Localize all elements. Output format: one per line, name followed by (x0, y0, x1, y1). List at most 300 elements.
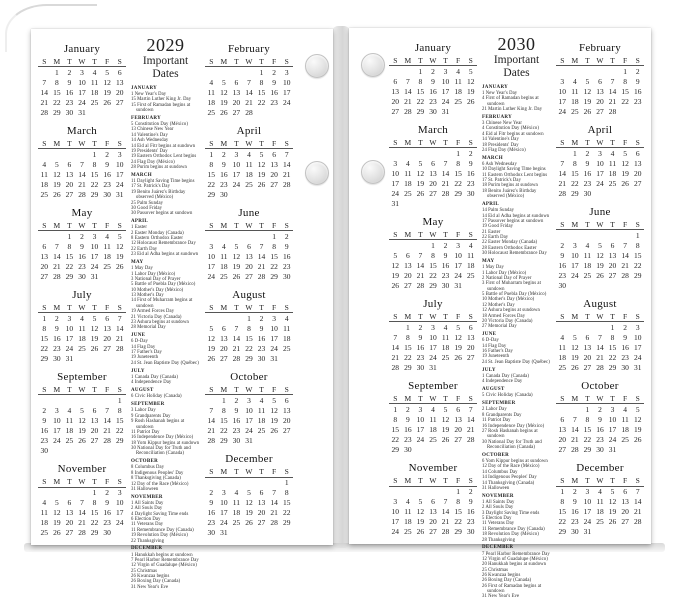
day-cell: 23 (53, 343, 61, 353)
month-name: May (422, 216, 444, 229)
day-cell: 15 (583, 424, 592, 434)
day-cell: 10 (245, 405, 253, 415)
punch-hole (305, 161, 329, 185)
day-cell: 1 (585, 404, 590, 414)
day-cell: 27 (454, 434, 462, 444)
day-cell: 13 (65, 169, 74, 179)
weekday-header: S (389, 393, 402, 404)
important-date-item: 12 Day of the Race (México) (482, 464, 540, 470)
important-date-item: 26 Kwanzaa begins (482, 573, 521, 579)
day-cell: 28 (633, 517, 642, 527)
day-cell: 19 (232, 261, 241, 271)
important-date-item: 12 Day of the Race (México) (131, 481, 189, 487)
day-cell: 6 (92, 405, 97, 415)
week-row (389, 424, 477, 434)
day-cell: 29 (90, 528, 99, 538)
day-cell (218, 477, 231, 488)
week-row (205, 333, 293, 343)
day-cell: 28 (466, 434, 475, 444)
day-cell: 18 (454, 86, 462, 96)
week-row (38, 487, 126, 498)
weekday-header: T (439, 311, 452, 322)
important-date-item: 14 Flag Day (482, 343, 507, 349)
day-cell: 21 (404, 96, 412, 106)
day-cell: 24 (232, 179, 241, 189)
important-month-heading: MARCH (131, 172, 152, 178)
week-row (205, 97, 293, 107)
day-cell (205, 231, 218, 242)
day-cell: 5 (272, 395, 276, 405)
day-cell: 4 (456, 66, 460, 76)
weekday-header: F (268, 138, 281, 149)
day-cell: 8 (560, 497, 565, 507)
day-cell: 7 (80, 159, 84, 169)
day-cell: 24 (245, 425, 253, 435)
weekday-header: F (268, 56, 281, 67)
day-cell: 31 (429, 362, 437, 372)
day-cell: 2 (105, 488, 109, 498)
week-row (38, 87, 126, 97)
day-cell: 21 (416, 270, 425, 280)
day-cell: 30 (583, 188, 592, 198)
day-cell (243, 67, 256, 78)
important-date-item: 3 Labor Day (131, 408, 156, 414)
day-cell: 19 (596, 260, 604, 270)
months-column-right (205, 36, 293, 545)
day-cell: 14 (391, 342, 400, 352)
day-cell: 27 (429, 188, 437, 198)
important-date-item: 31 Halloween (482, 485, 510, 491)
day-cell (51, 149, 64, 160)
week-row (38, 241, 126, 251)
important-date-item: 14 First of Muharram begins at sundown (131, 298, 193, 309)
day-cell (439, 486, 452, 497)
important-date-item: 14 Thanksgiving (Canada) (482, 480, 535, 486)
day-cell: 18 (404, 178, 412, 188)
important-date-item: 1 Canada Day (Canada) (482, 373, 530, 379)
day-cell (606, 280, 619, 290)
day-cell: 16 (621, 342, 629, 352)
day-cell (230, 528, 243, 538)
weekday-header: T (63, 220, 76, 231)
weekday-header: F (619, 55, 632, 66)
day-cell: 7 (234, 323, 239, 333)
day-cell: 8 (405, 332, 410, 342)
month-grid (556, 311, 644, 372)
important-date-item: 8 Eastern Orthodox Easter (131, 236, 184, 242)
important-month-heading: SEPTEMBER (482, 401, 516, 407)
day-cell: 15 (429, 260, 437, 270)
week-row (205, 67, 293, 78)
day-cell: 6 (456, 404, 460, 414)
day-cell: 10 (270, 323, 278, 333)
important-date-item: 14 Ash Wednesday (131, 138, 169, 144)
day-cell: 16 (40, 425, 49, 435)
day-cell: 16 (270, 87, 278, 97)
weekday-header: S (280, 56, 293, 67)
day-cell: 20 (40, 261, 49, 271)
important-date-item: 28 Eastern Orthodox Easter (482, 245, 537, 251)
day-cell: 19 (466, 86, 475, 96)
week-row (556, 527, 644, 537)
weekday-header: T (581, 219, 594, 230)
day-cell: 2 (598, 404, 602, 414)
day-cell: 14 (103, 415, 111, 425)
important-month-heading: MARCH (482, 155, 503, 161)
day-cell: 23 (466, 517, 475, 527)
weekday-header: T (606, 55, 619, 66)
day-cell: 24 (65, 343, 74, 353)
important-date-item: 18 Presidents' Day (482, 142, 519, 148)
day-cell (51, 395, 64, 406)
important-date-item: 16 Independence Day (México) (131, 435, 194, 441)
week-row (556, 404, 644, 415)
day-cell: 14 (596, 342, 604, 352)
day-cell: 12 (416, 168, 425, 178)
day-cell: 6 (67, 498, 72, 508)
day-cell: 29 (404, 362, 412, 372)
day-cell: 5 (209, 323, 214, 333)
day-cell: 28 (441, 527, 450, 537)
week-row (38, 405, 126, 415)
day-cell: 9 (54, 323, 59, 333)
important-date-item: 27 Rosh Hashanah begins at sundown (482, 428, 538, 440)
day-cell: 4 (92, 67, 97, 77)
day-cell: 25 (404, 527, 412, 537)
day-cell: 10 (571, 250, 579, 260)
day-cell: 20 (65, 179, 74, 189)
day-cell (243, 477, 256, 488)
weekday-header: S (631, 55, 644, 66)
day-cell: 8 (209, 159, 214, 169)
week-row (389, 517, 477, 527)
day-cell (414, 148, 427, 159)
day-cell: 11 (40, 169, 48, 179)
weekday-header-row (205, 138, 293, 149)
day-cell: 21 (608, 96, 617, 106)
day-cell: 14 (40, 87, 49, 97)
day-cell: 4 (221, 241, 226, 251)
day-cell: 16 (466, 168, 475, 178)
day-cell: 2 (443, 240, 448, 250)
day-cell: 20 (103, 333, 111, 343)
day-cell: 24 (596, 178, 604, 188)
weekday-header: F (452, 137, 465, 148)
day-cell: 5 (247, 488, 251, 498)
week-row (38, 343, 126, 353)
month-name: July (72, 289, 92, 302)
day-cell: 17 (65, 333, 74, 343)
day-cell: 19 (621, 168, 629, 178)
day-cell: 6 (431, 497, 435, 507)
day-cell: 3 (585, 487, 590, 497)
day-cell: 22 (220, 425, 228, 435)
day-cell (464, 198, 477, 208)
day-cell: 9 (572, 497, 577, 507)
day-cell: 20 (270, 169, 278, 179)
day-cell: 21 (571, 434, 579, 444)
day-cell: 18 (103, 251, 111, 261)
day-cell (205, 67, 218, 78)
day-cell: 22 (282, 508, 291, 518)
weekday-header: M (51, 302, 64, 313)
day-cell: 30 (220, 189, 228, 199)
day-cell: 14 (608, 86, 617, 96)
day-cell: 8 (456, 497, 460, 507)
day-cell (255, 107, 268, 117)
day-cell: 23 (596, 434, 604, 444)
day-cell: 8 (393, 414, 398, 424)
important-date-item: 23 Ashura begins at sundown (131, 319, 189, 325)
day-cell: 27 (391, 106, 400, 116)
day-cell: 12 (621, 158, 629, 168)
day-cell: 26 (583, 106, 592, 116)
day-cell: 20 (232, 97, 241, 107)
day-cell (631, 188, 644, 198)
day-cell: 7 (54, 241, 59, 251)
month-grid (389, 229, 477, 290)
day-cell: 7 (80, 498, 84, 508)
day-cell: 15 (220, 415, 228, 425)
day-cell: 19 (245, 508, 253, 518)
day-cell: 25 (282, 343, 291, 353)
weekday-header: F (619, 137, 632, 148)
weekday-header: M (51, 477, 64, 488)
day-cell: 23 (65, 97, 74, 107)
day-cell: 17 (608, 424, 617, 434)
day-cell: 9 (585, 158, 590, 168)
weekday-header: T (439, 55, 452, 66)
day-cell: 19 (583, 96, 592, 106)
day-cell: 1 (54, 67, 59, 77)
weekday-header: S (38, 477, 51, 488)
important-month-heading: JULY (482, 367, 496, 373)
day-cell: 15 (608, 342, 617, 352)
day-cell: 18 (429, 424, 437, 434)
day-cell: 13 (404, 260, 412, 270)
day-cell: 2 (418, 322, 423, 332)
weekday-header-row (389, 393, 477, 404)
day-cell: 26 (596, 270, 604, 280)
week-row (205, 231, 293, 242)
day-cell: 28 (245, 107, 253, 117)
day-cell: 27 (65, 189, 74, 199)
weekday-header: M (402, 55, 415, 66)
day-cell: 8 (54, 77, 59, 87)
day-cell (556, 404, 569, 415)
week-row (389, 414, 477, 424)
day-cell: 12 (466, 76, 475, 86)
weekday-header: T (255, 138, 268, 149)
day-cell: 25 (207, 107, 216, 117)
day-cell: 18 (596, 507, 604, 517)
day-cell: 16 (633, 86, 642, 96)
day-cell: 7 (42, 77, 47, 87)
day-cell: 1 (456, 487, 460, 497)
week-row (389, 434, 477, 444)
punch-hole (305, 54, 329, 78)
important-items (482, 121, 552, 153)
important-date-item: 12 Holocaust Remembrance Day (131, 241, 196, 247)
day-cell: 8 (431, 250, 435, 260)
important-date-item: 19 Eastern Orthodox Lent begins (131, 154, 197, 160)
week-row (205, 323, 293, 333)
day-cell: 14 (232, 333, 241, 343)
important-date-item: 20 Hanukkah begins at sundown (482, 562, 547, 568)
month-february (205, 43, 293, 117)
day-cell: 28 (441, 188, 450, 198)
weekday-header: T (230, 467, 243, 478)
weekday-header: F (101, 477, 114, 488)
day-cell: 25 (608, 178, 617, 188)
important-date-item: 31 New Year's Eve (482, 594, 520, 600)
weekday-header: T (439, 229, 452, 240)
month-september (389, 380, 477, 454)
day-cell (594, 230, 607, 241)
day-cell: 24 (115, 518, 124, 528)
day-cell (581, 230, 594, 241)
month-march (389, 124, 477, 208)
important-date-item: 8 Thanksgiving (Canada) (131, 476, 181, 482)
week-row (556, 86, 644, 96)
day-cell: 18 (78, 333, 86, 343)
day-cell: 17 (454, 260, 462, 270)
day-cell: 24 (78, 97, 86, 107)
week-row (556, 148, 644, 159)
day-cell: 9 (234, 405, 239, 415)
day-cell: 5 (221, 77, 226, 87)
weekday-header: F (452, 476, 465, 487)
day-cell (255, 189, 268, 199)
day-cell: 18 (232, 508, 241, 518)
day-cell: 16 (232, 415, 241, 425)
month-name: November (408, 462, 458, 475)
month-name: September (408, 380, 458, 393)
day-cell: 13 (103, 323, 111, 333)
day-cell: 23 (232, 425, 241, 435)
weekday-header: W (594, 137, 607, 148)
day-cell: 21 (441, 178, 450, 188)
weekday-header-row (556, 219, 644, 230)
important-items (131, 553, 201, 591)
day-cell: 7 (623, 240, 627, 250)
day-cell: 22 (391, 434, 400, 444)
important-month-heading: JUNE (482, 332, 497, 338)
day-cell (268, 528, 281, 538)
important-items (482, 459, 552, 491)
day-cell: 30 (232, 435, 241, 445)
weekday-header: M (51, 384, 64, 395)
day-cell: 13 (429, 168, 437, 178)
day-cell: 1 (247, 313, 251, 323)
weekday-header: M (218, 384, 231, 395)
day-cell: 22 (404, 352, 412, 362)
day-cell: 15 (454, 168, 462, 178)
weekday-header-row (556, 476, 644, 487)
day-cell: 13 (596, 86, 604, 96)
weekday-header: M (569, 137, 582, 148)
day-cell: 26 (53, 189, 61, 199)
day-cell: 1 (456, 148, 460, 158)
day-cell: 27 (232, 107, 241, 117)
weekday-header: T (439, 476, 452, 487)
day-cell (38, 487, 51, 498)
weekday-header: T (88, 56, 101, 67)
page-layout (38, 35, 293, 590)
day-cell: 13 (621, 497, 629, 507)
center-column (130, 35, 201, 590)
calendar-page-2030 (349, 28, 651, 600)
day-cell: 1 (560, 487, 565, 497)
week-row (38, 261, 126, 271)
important-date-item: 1 New Year's Day (482, 90, 518, 96)
day-cell: 6 (284, 395, 289, 405)
weekday-header: M (569, 219, 582, 230)
weekday-header: W (427, 137, 440, 148)
day-cell: 26 (270, 425, 278, 435)
day-cell: 19 (103, 87, 111, 97)
day-cell: 18 (558, 352, 567, 362)
day-cell: 21 (391, 352, 400, 362)
day-cell: 1 (92, 488, 97, 498)
week-row (205, 189, 293, 199)
week-row (556, 497, 644, 507)
day-cell (38, 149, 51, 160)
day-cell: 14 (115, 323, 124, 333)
day-cell: 30 (416, 362, 425, 372)
important-date-item: 2 Easter Monday (Canada) (131, 230, 184, 236)
day-cell: 6 (117, 67, 122, 77)
day-cell: 30 (429, 106, 437, 116)
day-cell: 12 (257, 159, 266, 169)
day-cell: 10 (65, 323, 74, 333)
day-cell (389, 486, 402, 497)
important-date-item: 11 Daylight Saving Time begins (131, 179, 195, 185)
day-cell: 19 (608, 507, 617, 517)
day-cell (619, 444, 632, 454)
day-cell: 25 (404, 188, 412, 198)
day-cell: 2 (572, 487, 577, 497)
important-date-item: 31 Halloween (131, 486, 159, 492)
day-cell: 24 (454, 270, 462, 280)
day-cell (427, 486, 440, 497)
day-cell: 4 (247, 149, 251, 159)
day-cell: 5 (572, 332, 577, 342)
month-november (389, 462, 477, 536)
weekday-header: S (113, 56, 126, 67)
day-cell: 14 (245, 87, 253, 97)
day-cell (619, 527, 632, 537)
week-row (205, 395, 293, 406)
important-items (131, 339, 201, 366)
day-cell: 30 (404, 444, 412, 454)
day-cell: 10 (115, 498, 124, 508)
day-cell: 14 (207, 415, 216, 425)
day-cell: 8 (247, 323, 251, 333)
day-cell (389, 66, 402, 77)
day-cell: 27 (103, 343, 111, 353)
day-cell: 21 (232, 343, 241, 353)
day-cell: 11 (583, 250, 592, 260)
day-cell: 29 (429, 280, 437, 290)
week-row (389, 527, 477, 537)
important-date-item: 28 Purim begins at sundown (131, 164, 187, 170)
day-cell: 30 (78, 271, 86, 281)
important-dates-title: Important Dates (493, 53, 540, 79)
important-date-item: 14 Eid al Adha begins at sundown (482, 213, 550, 219)
day-cell (464, 444, 477, 454)
day-cell: 12 (78, 415, 86, 425)
